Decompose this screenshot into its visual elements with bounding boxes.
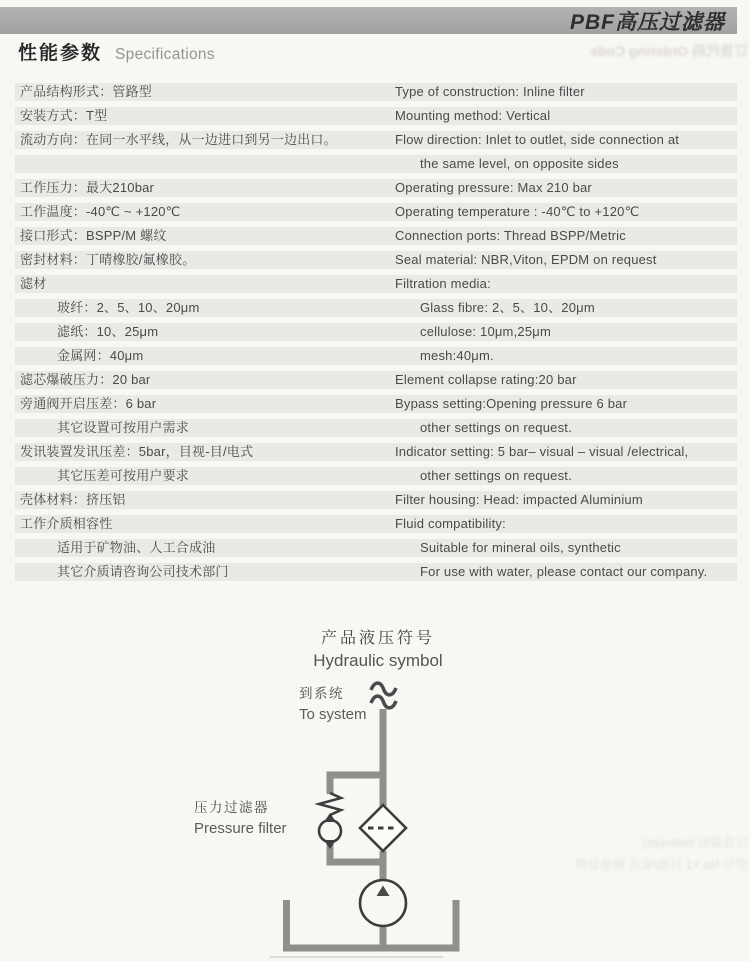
spec-en: Bypass setting:Opening pressure 6 bar [395, 396, 628, 411]
ghost-line: 型号 No.×1 目视/电式 规格说明 [575, 858, 748, 872]
table-row [15, 467, 737, 485]
spec-en: the same level, on opposite sides [420, 156, 619, 171]
table-row [15, 275, 737, 293]
spec-en: Indicator setting: 5 bar– visual – visual /electrical, [395, 444, 689, 459]
spec-en: Operating temperature : -40℃ to +120℃ [395, 204, 640, 219]
spec-cn: 工作压力：最大210bar [20, 180, 155, 195]
spec-cn: 其它设置可按用户需求 [57, 420, 190, 435]
to-system-cn: 到系统 [299, 686, 344, 701]
section-title-cn: 性能参数 [18, 43, 103, 64]
ghost-text [505, 832, 748, 876]
spec-en: For use with water, please contact our company. [420, 564, 708, 579]
spec-cn: 产品结构形式：管路型 [20, 84, 153, 99]
table-row [15, 515, 737, 533]
spec-en: Filter housing: Head: impacted Aluminium [395, 492, 643, 507]
pressure-filter-en: Pressure filter [194, 820, 287, 837]
table-row [15, 323, 737, 341]
table-row [15, 83, 737, 101]
spec-en: Type of construction: Inline filter [395, 84, 585, 99]
table-row [15, 131, 737, 149]
spec-cn: 金属网：40μm [57, 348, 144, 363]
table-row [15, 395, 737, 413]
table-row [15, 203, 737, 221]
table-row [15, 251, 737, 269]
spec-en: other settings on request. [420, 420, 572, 435]
reservoir-wave-icon [371, 683, 396, 708]
table-row [15, 563, 737, 581]
spring-icon [319, 793, 341, 815]
bypass-valve-icon [319, 793, 341, 849]
page-title: PBF高压过滤器 [570, 10, 725, 34]
spec-en: cellulose: 10μm,25μm [420, 324, 551, 339]
table-row [15, 539, 737, 557]
spec-en: Flow direction: Inlet to outlet, side connection at [395, 132, 680, 147]
spec-en: Fluid compatibility: [395, 516, 506, 531]
spec-en: Connection ports: Thread BSPP/Metric [395, 228, 626, 243]
filter-symbol-icon [360, 805, 406, 851]
spec-cn: 旁通阀开启压差：6 bar [20, 396, 157, 411]
spec-cn: 滤芯爆破压力：20 bar [20, 372, 151, 387]
spec-en: other settings on request. [420, 468, 572, 483]
pressure-filter-cn: 压力过滤器 [194, 800, 269, 815]
spec-cn: 其它压差可按用户要求 [57, 468, 190, 483]
spec-table [15, 83, 737, 587]
spec-cn: 安装方式：T型 [20, 108, 108, 123]
spec-cn: 其它介质请咨询公司技术部门 [57, 564, 229, 579]
spec-cn: 滤材 [20, 276, 47, 291]
spec-cn: 发讯装置发讯压差：5bar，目视-目/电式 [20, 444, 254, 459]
pump-symbol-icon [360, 880, 406, 926]
to-system-en: To system [299, 706, 367, 723]
table-row [15, 227, 737, 245]
table-row [15, 347, 737, 365]
spec-cn: 壳体材料：挤压铝 [20, 492, 126, 507]
spec-cn: 接口形式：BSPP/M 螺纹 [20, 228, 167, 243]
table-row [15, 107, 737, 125]
table-row [15, 491, 737, 509]
section-heading [18, 38, 215, 65]
valve-bottom-point [324, 840, 336, 849]
spec-en: Mounting method: Vertical [395, 108, 551, 123]
diagram-title [253, 628, 503, 672]
diagram-title-cn: 产品液压符号 [320, 630, 435, 647]
section-title-en: Specifications [115, 46, 215, 63]
table-row [15, 443, 737, 461]
spec-en: Glass fibre: 2、5、10、20μm [420, 300, 595, 315]
valve-circle [319, 820, 341, 842]
spec-cn: 玻纤：2、5、10、20μm [57, 300, 200, 315]
table-row [15, 299, 737, 317]
spec-en: Operating pressure: Max 210 bar [395, 180, 592, 195]
header-bar [0, 7, 737, 34]
spec-en: Filtration media: [395, 276, 491, 291]
spec-en: Element collapse rating:20 bar [395, 372, 577, 387]
spec-cn: 密封材料：丁晴橡胶/氟橡胶。 [20, 252, 196, 267]
table-row [15, 419, 737, 437]
spec-cn: 流动方向：在同一水平线，从一边进口到另一边出口。 [20, 132, 337, 147]
spec-cn: 工作介质相容性 [20, 516, 113, 531]
spec-en: Seal material: NBR,Viton, EPDM on request [395, 252, 657, 267]
spec-cn: 工作温度：-40℃ ~ +120℃ [20, 204, 181, 219]
table-row [15, 371, 737, 389]
table-row [15, 179, 737, 197]
hydraulic-symbol-diagram [180, 675, 480, 960]
spec-cn: 滤纸：10、25μm [57, 324, 159, 339]
spec-cn: 适用于矿物油、人工合成油 [57, 540, 216, 555]
diagram-title-en: Hydraulic symbol [313, 651, 443, 670]
spec-en: Suitable for mineral oils, synthetic [420, 540, 621, 555]
spec-en: mesh:40μm. [420, 348, 494, 363]
ghost-text: 订货代码 Ordering Code [590, 43, 748, 59]
ghost-line: 订货需知 Index(es) [642, 836, 748, 850]
table-row [15, 155, 737, 173]
